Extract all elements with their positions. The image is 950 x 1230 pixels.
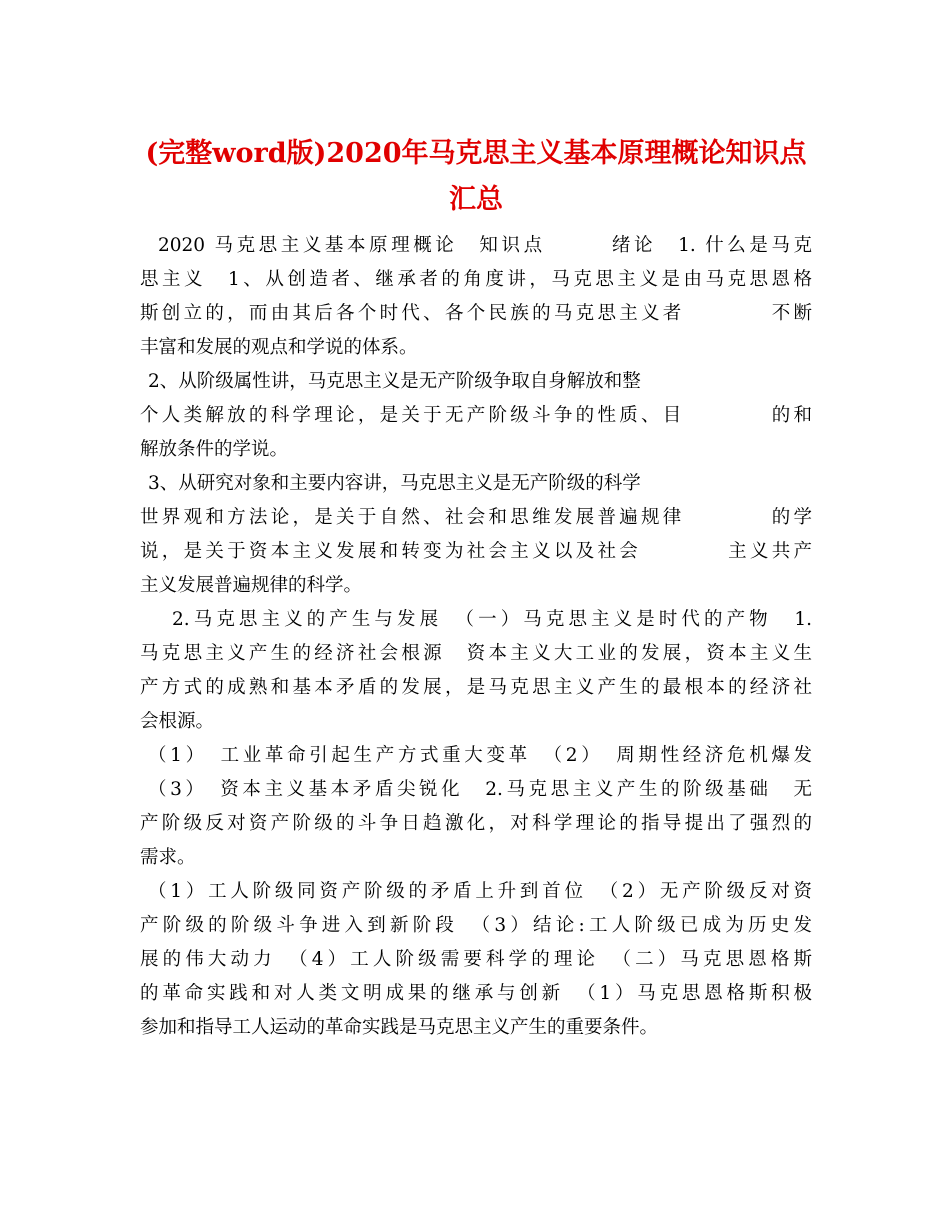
document-title-line-1: (完整word版)2020年马克思主义基本原理概论知识点 (145, 138, 807, 169)
body-line-12: 2.马克思主义的产生与发展 （一）马克思主义是时代的产物 1. (172, 609, 812, 630)
body-line-18: 产阶级反对资产阶级的斗争日趋激化，对科学理论的指导提出了强烈的 (140, 813, 812, 834)
body-line-2: 思主义 1、从创造者、继承者的角度讲，马克思主义是由马克思恩格 (140, 269, 812, 290)
body-line-24: 参加和指导工人运动的革命实践是马克思主义产生的重要条件。 (140, 1017, 659, 1038)
body-line-19: 需求。 (140, 847, 196, 868)
body-line-17: （3） 资本主义基本矛盾尖锐化 2.马克思主义产生的阶级基础 无 (148, 779, 812, 800)
body-line-9: 世界观和方法论，是关于自然、社会和思维发展普遍规律 的学 (140, 507, 812, 528)
body-line-23: 的革命实践和对人类文明成果的继承与创新 （1）马克思恩格斯积极 (140, 983, 812, 1004)
body-line-13: 马克思主义产生的经济社会根源 资本主义大工业的发展，资本主义生 (140, 643, 812, 664)
body-line-20: （1）工人阶级同资产阶级的矛盾上升到首位 （2）无产阶级反对资 (148, 881, 812, 902)
body-line-5: 2、从阶级属性讲，马克思主义是无产阶级争取自身解放和整 (148, 371, 641, 392)
body-line-1: 2020 马克思主义基本原理概论 知识点 绪论 1. 什么是马克 (158, 235, 812, 256)
body-line-3: 斯创立的，而由其后各个时代、各个民族的马克思主义者 不断 (140, 303, 812, 324)
body-line-22: 展的伟大动力 （4）工人阶级需要科学的理论 （二）马克思恩格斯 (140, 949, 812, 970)
body-line-6: 个人类解放的科学理论，是关于无产阶级斗争的性质、目 的和 (140, 405, 812, 426)
body-line-11: 主义发展普遍规律的科学。 (140, 575, 363, 596)
body-line-4: 丰富和发展的观点和学说的体系。 (140, 337, 418, 358)
body-line-16: （1） 工业革命引起生产方式重大变革 （2） 周期性经济危机爆发 (148, 745, 812, 766)
body-line-10: 说，是关于资本主义发展和转变为社会主义以及社会 主义共产 (140, 541, 812, 562)
body-line-8: 3、从研究对象和主要内容讲，马克思主义是无产阶级的科学 (148, 473, 641, 494)
body-line-15: 会根源。 (140, 711, 215, 732)
body-line-14: 产方式的成熟和基本矛盾的发展，是马克思主义产生的最根本的经济社 (140, 677, 812, 698)
document-title-line-2: 汇总 (449, 184, 503, 215)
body-line-7: 解放条件的学说。 (140, 439, 289, 460)
body-line-21: 产阶级的阶级斗争进入到新阶段 （3）结论:工人阶级已成为历史发 (140, 915, 812, 936)
